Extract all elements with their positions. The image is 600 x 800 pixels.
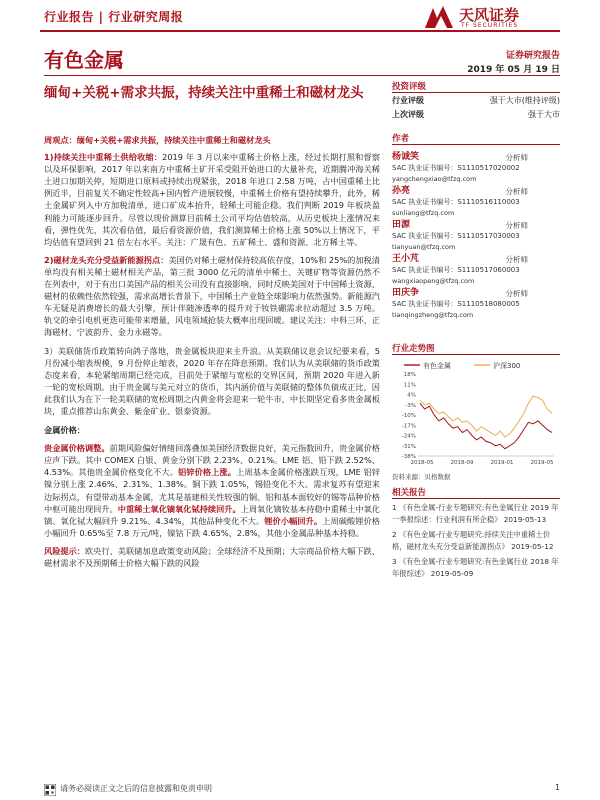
- series-line-metals: [420, 403, 552, 448]
- chart-source: 资料来源：贝格数据: [392, 473, 451, 481]
- author-card: [392, 288, 560, 321]
- related-report-link[interactable]: 2 《有色金属-行业专题研究:持续关注中重稀土价格，磁材龙头充分受益新能源拐点》 2019-05-12: [392, 530, 554, 551]
- industry-rating-label: 行业评级: [392, 96, 424, 105]
- risk-text: 欧央行、美联储加息政策变动风险；全球经济不及预期；大宗商品价格大幅下跌、磁材需求不及预期稀土价格大幅下跌的风险: [44, 545, 380, 568]
- logo-mark-icon: [423, 4, 457, 30]
- author-cert: SAC 执业证书编号：S1110517060003: [392, 266, 520, 274]
- metals-text-2: 上周基本金属价格涨跌互现，LME 铝锌镍分别上涨 2.46%、2.31%、1.38%。铜下跌 1.05%，锡铅变化不大。需求复苏有望迎来边际拐点，有望带动基本金属，尤其是基建相关性较强的铜、铝和基本面较好的锡等品种价格中枢可能出现回升。: [44, 467, 380, 514]
- paragraph-2-text: 美国仍对稀土磁材保持较高依存度，10%和 25%的加税清单均没有相关稀土磁材相关产品，第三批 3000 亿元的清单中稀土、关键矿物等资源仍然不在列表中，对于有出口美国产品的相关公司没有直接影响，同时反映美国对于中国稀土资源、磁材的依赖性依然较强，需求高增长背景下，中国稀土产业链全球影响力依然强势。新能源汽车无疑是消费增长的最大引擎，预计伴随渗透率的提升对于钕铁硼需求拉动超过 3.5 万吨。轨交的牵引电机更迭可能带来增量，风电领域抢装大概率出现回暖。建议关注：中科三环、正海磁材、宁波韵升、金力永磁等。: [44, 254, 380, 338]
- authors-section: [392, 132, 560, 144]
- author-email[interactable]: sunliang@tfzq.com: [392, 209, 455, 217]
- paragraph-2-head: 2)磁材龙头充分受益新能源拐点：: [44, 254, 169, 265]
- tf-securities-logo: [423, 4, 563, 30]
- author-card: [392, 220, 560, 253]
- author-card: [392, 254, 560, 287]
- metals-paragraph: [44, 442, 380, 539]
- y-tick-label: -38%: [401, 454, 416, 460]
- legend-label-hs300: 沪深300: [493, 362, 521, 370]
- paragraph-3: 3）美联储货币政策转向鸽子落地，贵金属板块迎来主升浪。从美联储议息会议纪要来看，5 月份减小缩表规模，9 月份停止缩表，2020 年存在降息预期。我们认为从美联储的货币政策态度来看，本轮紧缩周期已经完成，目前处于紧缩与宽松的交界区间，预期 2020 年进入新一轮的宽松周期。由于贵金属与美元对立的货币，其内涵价值与美联储的整体负债成正比，因此我们认为在下一轮美联储的宽松周期之内黄金将会迎来一轮牛市，中长期坚定看多贵金属板块，重点推荐山东黄金、紫金矿业、银泰资源。: [44, 345, 380, 416]
- x-tick-label: 2018-05: [410, 460, 434, 466]
- rating-heading: 投资评级: [392, 82, 427, 92]
- trend-section: [392, 342, 560, 354]
- rating-rows: [392, 94, 560, 122]
- author-cert: SAC 执业证书编号：S1110516110003: [392, 198, 520, 206]
- author-cert: SAC 执业证书编号：S1110517030003: [392, 232, 520, 240]
- author-card: [392, 152, 560, 185]
- authors-divider: [392, 144, 560, 145]
- risk-head: 风险提示：: [44, 545, 85, 556]
- risk-paragraph: [44, 545, 380, 569]
- report-breadcrumb: 行业报告 | 行业研究周报: [44, 10, 184, 24]
- y-tick-label: 4%: [407, 392, 416, 399]
- report-body: [44, 134, 380, 575]
- related-report-link[interactable]: 3 《有色金属-行业专题研究:有色金属行业 2018 年年报综述》 2019-05-09: [392, 557, 559, 578]
- author-name: 孙亮: [392, 186, 411, 196]
- author-name: 田源: [392, 220, 411, 230]
- title-divider: [44, 75, 560, 76]
- industry-rating-row: [392, 94, 560, 108]
- related-section: [392, 486, 560, 498]
- page-number: 1: [554, 783, 560, 792]
- prev-rating-label: 上次评级: [392, 110, 424, 119]
- y-tick-label: -10%: [401, 413, 416, 419]
- prev-rating-value: 强于大市: [528, 110, 560, 119]
- author-role: 分析师: [505, 187, 528, 196]
- x-tick-label: 2018-09: [450, 460, 474, 466]
- related-divider: [392, 498, 560, 499]
- series-line-hs300: [420, 396, 552, 437]
- related-list: [392, 502, 560, 583]
- metals-head-2: 铝锌价格上涨。: [178, 467, 237, 478]
- trend-chart: [392, 358, 560, 470]
- author-email[interactable]: yangchengxiao@tfzq.com: [392, 175, 477, 183]
- y-tick-label: 11%: [403, 382, 416, 389]
- y-tick-label: 18%: [403, 372, 416, 378]
- author-email[interactable]: tianqingzheng@tfzq.com: [392, 311, 474, 319]
- sector-title: 有色金属: [44, 48, 124, 72]
- y-tick-label: -3%: [405, 402, 416, 409]
- logo-text-cn: 天风证券: [459, 6, 520, 24]
- author-role: 分析师: [505, 153, 528, 162]
- y-axis: [402, 372, 554, 460]
- metals-text-4: 上周碳酸锂价格小幅回升 0.65%至 7.8 万元/吨，镍钴下跌 4.65%、2.8%，其他小金属品种基本持稳。: [44, 515, 380, 538]
- metals-head-3: 中重稀土氧化镝氧化铽持续回升。: [117, 503, 241, 514]
- rating-section: [392, 80, 560, 92]
- paragraph-2: [44, 254, 380, 339]
- x-tick-label: 2019-05: [530, 460, 554, 466]
- author-name: 杨诚笑: [392, 152, 420, 162]
- related-report-link[interactable]: 1 《有色金属-行业专题研究:有色金属行业 2019 年一季报综述：行业利润有所企稳》 2019-05-13: [392, 503, 559, 524]
- author-role: 分析师: [505, 221, 528, 230]
- author-name: 王小芃: [392, 254, 420, 264]
- report-type: 证券研究报告: [505, 51, 560, 61]
- metals-head-1: 贵金属价格调整。: [44, 443, 110, 454]
- related-heading: 相关报告: [392, 488, 427, 498]
- chart-legend: [404, 361, 520, 370]
- author-cert: SAC 执业证书编号：S1110517020002: [392, 164, 520, 172]
- author-role: 分析师: [505, 255, 528, 264]
- industry-rating-value: 强于大市(维持评级): [489, 96, 560, 105]
- prev-rating-row: [392, 108, 560, 122]
- x-axis: [411, 460, 554, 466]
- paragraph-1-head: 1)持续关注中重稀土供给收缩：: [44, 152, 163, 163]
- author-card: [392, 186, 560, 219]
- metals-text-3: 上周氧化镝钕基本持稳中重稀土中氧化镝、氧化铽大幅回升 9.21%、4.34%，其他品种变化不大。: [44, 503, 380, 526]
- paragraph-1: [44, 151, 380, 248]
- rating-divider: [392, 92, 560, 93]
- report-date: 2019 年 05 月 19 日: [467, 65, 560, 75]
- logo-text-en: TF SECURITIES: [461, 22, 519, 29]
- metals-head-4: 锂价小幅回升。: [264, 515, 323, 526]
- y-tick-label: -17%: [401, 423, 416, 430]
- x-tick-label: 2019-01: [490, 460, 514, 466]
- y-tick-label: -24%: [401, 433, 416, 440]
- author-email[interactable]: wangxiaopeng@tfzq.com: [392, 277, 475, 285]
- header-divider: [40, 30, 560, 32]
- trend-divider: [392, 354, 560, 355]
- report-title: 缅甸+关税+需求共振，持续关注中重稀土和磁材龙头: [44, 85, 364, 101]
- paragraph-1-text: 2019 年 3 月以来中重稀土价格上涨，经过长期打黑和督察以及环保影响，2017 年以来南方中重稀土矿开采受阻开始进口的大量补充，近期腾冲海关稀土进口加期关停，短期进口原料或持续出现紧张，2018 年进口 2.58 万吨，占中国重稀土比例近半，目前复关不确定性较高+国内暂产进展较慢，中重稀土价格有望持续攀升，此外，稀土金属矿列入中方加税清单，进口矿成本抬升，轻稀土可能企稳。我们判断 2019 年板块盈利能力可能逐步回升。尽管以现价测算目前稀土公司平均估值较高，从历史板块上涨情况来看，弹性优先，其次看估值，最后看资源价值，我们测算稀土价格上涨 50%以上情况下，平均估值有望回到 21 倍左右水平。关注：广晟有色、五矿稀土、盛和资源、北方稀土等。: [44, 152, 380, 247]
- legend-label-metals: 有色金属: [423, 362, 451, 370]
- metals-heading: 金属价格：: [44, 425, 85, 436]
- author-email[interactable]: tianyuan@tfzq.com: [392, 243, 456, 251]
- qr-code-icon: [44, 784, 56, 796]
- authors-heading: 作者: [392, 134, 410, 144]
- footer-disclaimer: 请务必阅读正文之后的信息披露和免责申明: [60, 784, 212, 793]
- author-role: 分析师: [505, 289, 528, 298]
- author-cert: SAC 执业证书编号：S1110518080005: [392, 300, 520, 308]
- trend-heading: 行业走势图: [392, 344, 435, 354]
- metals-text-1: 前期风险偏好情绪回落叠加美国经济数据良好，美元指数回升，贵金属价格应声下跌。其中 COMEX 白银、黄金分别下跌 2.23%、0.21%。LME 铝、铅下跌 2.52%、4.53%。其他贵金属价格变化不大。: [44, 443, 380, 478]
- author-name: 田庆争: [392, 288, 420, 298]
- chart-series: [420, 396, 552, 449]
- y-tick-label: -31%: [401, 443, 416, 450]
- viewpoint-heading: 周观点：缅甸+关税+需求共振，持续关注中重稀土和磁材龙头: [44, 135, 271, 145]
